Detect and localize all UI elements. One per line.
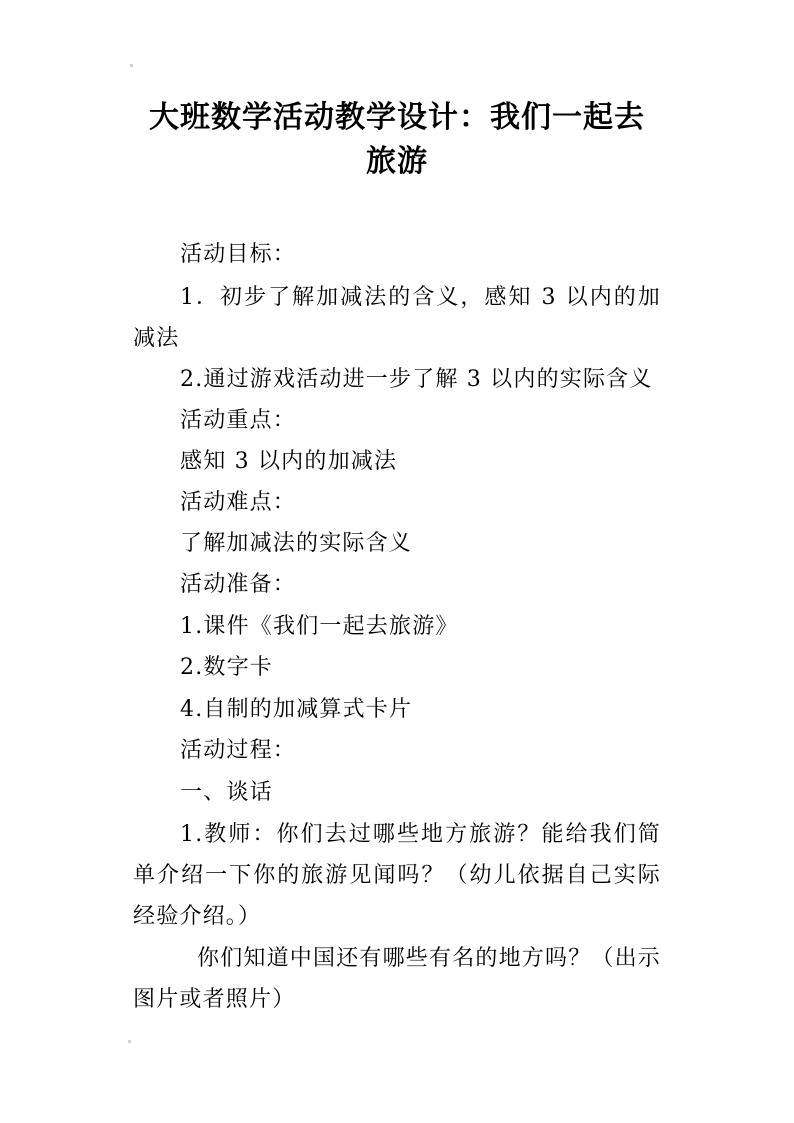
process-step-heading: 一、谈话 bbox=[180, 780, 273, 805]
section-heading-difficulty: 活动难点： bbox=[180, 490, 297, 515]
section-heading-preparation: 活动准备： bbox=[180, 572, 297, 597]
section-heading-goals: 活动目标： bbox=[180, 242, 297, 267]
section-heading-process: 活动过程： bbox=[180, 738, 297, 763]
title-line-2: 旅游 bbox=[366, 144, 428, 179]
document-title bbox=[133, 96, 661, 184]
preparation-item-1: 1.课件《我们一起去旅游》 bbox=[180, 614, 459, 639]
key-point-text: 感知 3 以内的加减法 bbox=[180, 449, 398, 474]
process-step-1-text: 1.教师：你们去过哪些地方旅游？能给我们简单介绍一下你的旅游见闻吗？（幼儿依据自己实际经验介绍。） bbox=[133, 822, 661, 929]
page-corner-mark bbox=[128, 1040, 131, 1043]
preparation-item-2: 2.数字卡 bbox=[180, 655, 273, 680]
title-line-1: 大班数学活动教学设计：我们一起去 bbox=[149, 100, 645, 135]
process-step-1-question: 你们知道中国还有哪些有名的地方吗？（出示图片或者照片） bbox=[133, 946, 662, 1012]
goal-item-2: 2.通过游戏活动进一步了解 3 以内的实际含义 bbox=[180, 367, 653, 392]
difficulty-text: 了解加减法的实际含义 bbox=[180, 531, 413, 556]
preparation-item-4: 4.自制的加减算式卡片 bbox=[180, 697, 413, 722]
section-heading-key-point: 活动重点： bbox=[180, 408, 297, 433]
goal-item-1: 1．初步了解加减法的含义，感知 3 以内的加减法 bbox=[133, 285, 661, 351]
page-corner-mark bbox=[130, 64, 133, 67]
